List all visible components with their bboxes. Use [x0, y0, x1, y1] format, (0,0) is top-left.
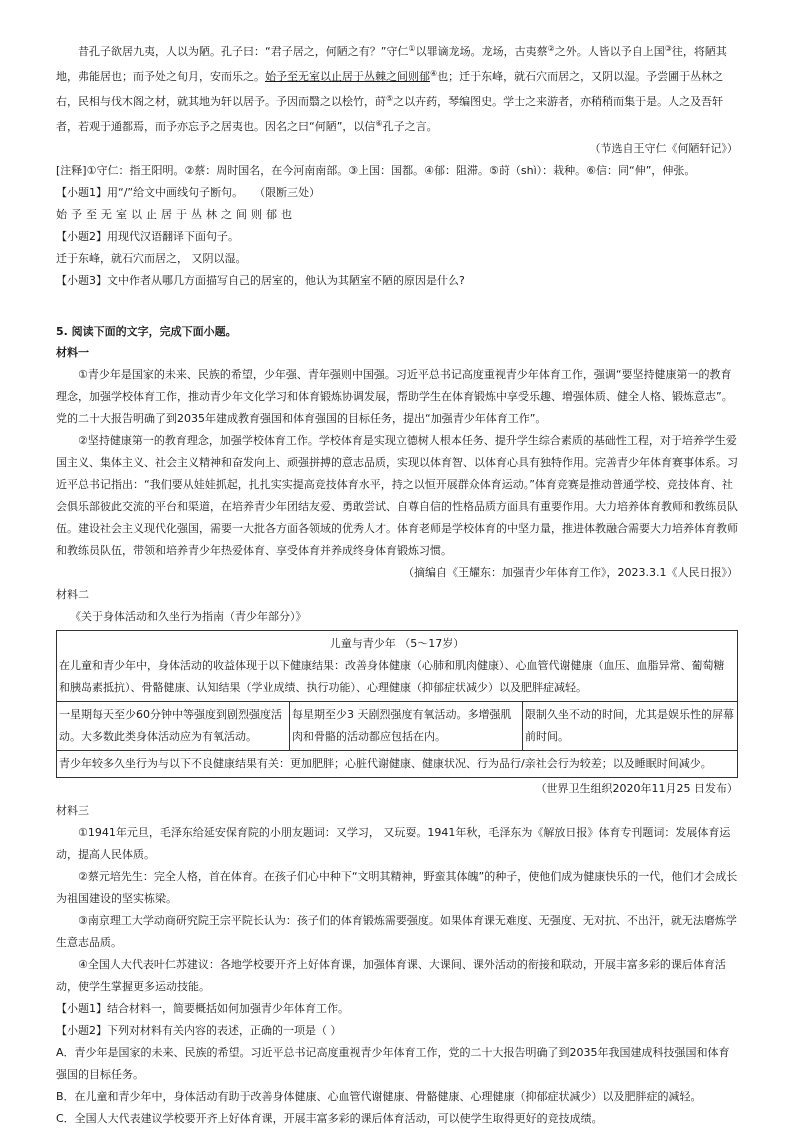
passage-text: 往，将陋其地，弗能居也；而予处之旬月，安而乐之。: [56, 45, 727, 83]
passage-text: 孔子之言。: [382, 120, 438, 133]
material-2-source: （世界卫生组织2020年11月25 日发布）: [535, 782, 738, 795]
material-1-title: 材料一: [56, 346, 89, 359]
q4-sentence-to-punctuate: 始予至无室以止居于丛林之间则郁也: [56, 208, 296, 221]
passage-text: 之外。人皆以予自上国: [554, 45, 665, 58]
option-b: B．在儿童和青少年中，身体活动有助于改善身体健康、心血管代谢健康、骨骼健康、心理健康（抑郁症状减少）以及肥胖症的减轻。: [56, 1090, 702, 1103]
note-marker: ①: [408, 44, 416, 53]
passage-source: （节选自王守仁《何陋轩记》）: [589, 142, 738, 155]
underlined-sentence: 始予至无室以止居于丛棘之间则郁: [265, 70, 430, 83]
note-marker: ④: [430, 69, 438, 78]
material-3-title: 材料三: [56, 804, 89, 817]
table-header: [57, 631, 738, 702]
table-header-label: 儿童与青少年 （5～17岁）: [329, 637, 465, 650]
activity-guideline-table: [56, 630, 738, 778]
q4-sentence-to-translate: 迁于东峰，就石穴而居之， 又阴以湿。: [56, 252, 247, 265]
material-3-paragraph-1: ①1941年元旦，毛泽东给延安保育院的小朋友题词：又学习， 又玩耍。1941年秋，毛泽东为《解放日报》体育专刊题词：发展体育运动，提高人民体质。: [56, 826, 731, 861]
material-1-paragraph-2: ②坚持健康第一的教育理念，加强学校体育工作。学校体育是实现立德树人根本任务、提升学生综合素质的基础性工程，对于培养学生爱国主义、集体主义、社会主义精神和奋发向上、顽强拼搏的意志品质，实现以体育智、以体育心具有独特作用。完善青少年体育赛事体系。习近平总书记指出：“我们要从娃娃抓起，扎扎实实提高竞技体育水平，持之以恒开展群众体育运动。”体育竞赛是推动普通学校、竞技体育、社会俱乐部彼此交流的平台和渠道，在培养青少年团结友爱、勇敢尝试、自尊自信的性格品质方面具有重要作用。大力培养体育教师和教练员队伍。建设社会主义现代化强国，需要一大批各方面各领域的优秀人才。体育老师是学校体育的中坚力量，推进体教融合需要大力培养体育教师和教练员队伍，带领和培养青少年热爱体育、享受体育并养成终身体育锻炼习惯。: [56, 434, 738, 557]
section-5-title: 5. 阅读下面的文字，完成下面小题。: [56, 325, 237, 338]
material-1-source: （摘编自《王耀东：加强青少年体育工作》，2023.3.1《人民日报》）: [403, 566, 738, 579]
q5-subquestion-2: 【小题2】下列对材料有关内容的表述，正确的一项是（ ）: [56, 1024, 342, 1037]
note-marker: ⑤: [386, 94, 394, 103]
material-2-title: 材料二: [56, 588, 89, 601]
table-intro: 在儿童和青少年中，身体活动的收益体现于以下健康结果：改善身体健康（心肺和肌肉健康）、心血管代谢健康（血压、血脂异常、葡萄糖和胰岛素抵抗）、骨骼健康、认知结果（学业成绩、执行功能）、心理健康（抑郁症状减少）以及肥胖症减轻。: [59, 659, 725, 694]
option-a: A．青少年是国家的未来、民族的希望。习近平总书记高度重视青少年体育工作，党的二十大报告明确了到2035年我国建成科技强国和体育强国的目标任务。: [56, 1046, 730, 1081]
classical-passage: [56, 38, 738, 138]
q4-subquestion-2: 【小题2】用现代汉语翻译下面句子。: [56, 230, 239, 243]
q4-subquestion-1: 【小题1】用“/”给文中画线句子断句。 （限断三处）: [56, 186, 321, 199]
material-1-paragraph-1: ①青少年是国家的未来、民族的希望，少年强、青年强则中国强。习近平总书记高度重视青少年体育工作，强调“要坚持健康第一的教育理念，加强学校体育工作，推动青少年文化学习和体育锻炼协调发展，帮助学生在体育锻炼中享受乐趣、增强体质、健全人格、锻炼意志”。党的二十大报告明确了到2035年建成教育强国和体育强国的目标任务，提出“加强青少年体育工作”。: [56, 368, 733, 425]
option-c: C．全国人大代表建议学校要开齐上好体育课，开展丰富多彩的课后体育活动，可以使学生取得更好的竞技成绩。: [56, 1112, 603, 1125]
q5-subquestion-1: 【小题1】结合材料一，简要概括如何加强青少年体育工作。: [56, 1002, 349, 1015]
note-marker: ②: [547, 44, 555, 53]
passage-text: 以罪谪龙场。龙场，古夷蔡: [415, 45, 548, 58]
table-footer: 青少年较多久坐行为与以下不良健康结果有关：更加肥胖；心脏代谢健康、健康状况、行为品行/亲社会行为较差；以及睡眠时间减少。: [57, 751, 738, 778]
guide-title: 《关于身体活动和久坐行为指南（青少年部分）》: [70, 610, 307, 623]
material-3-paragraph-3: ③南京理工大学动商研究院王宗平院长认为：孩子们的体育锻炼需要强度。如果体育课无难度、无强度、无对抗、不出汗，就无法磨炼学生意志品质。: [56, 914, 737, 949]
table-cell: 限制久坐不动的时间，尤其是娱乐性的屏幕前时间。: [523, 702, 738, 751]
annotation-notes: [注释]①守仁：指王阳明。②蔡：周时国名，在今河南南部。③上国：国都。④郁：阻滞。⑤莳（shì）：栽种。⑥信：同“伸”，伸张。: [56, 164, 696, 177]
material-3-paragraph-2: ②蔡元培先生：完全人格，首在体育。在孩子们心中种下“文明其精神，野蛮其体魄”的种子，使他们成为健康快乐的一代，他们才会成长为祖国建设的坚实栋梁。: [56, 870, 738, 905]
table-cell: 一星期每天至少60分钟中等强度到剧烈强度活动。大多数此类身体活动应为有氧活动。: [57, 702, 290, 751]
material-3-paragraph-4: ④全国人大代表叶仁苏建议：各地学校要开齐上好体育课，加强体育课、大课间、课外活动的衔接和联动，开展丰富多彩的课后体育活动，使学生掌握更多运动技能。: [56, 958, 726, 993]
passage-text: 之以卉药，琴编图史。学士之来游者，亦稍稍而集于是。人之及吾轩者，若观于通都焉，而予亦忘予之居夷也。因名之曰“何陋”，以信: [56, 95, 724, 133]
table-cell: 每星期至少3 天剧烈强度有氧活动。多增强肌肉和骨骼的活动都应包括在内。: [290, 702, 523, 751]
note-marker: ⑥: [375, 119, 383, 128]
q4-subquestion-3: 【小题3】文中作者从哪几方面描写自己的居室的，他认为其陋室不陋的原因是什么?: [56, 274, 465, 287]
passage-text: 也；迁于东峰，就石穴而居之，又阴以湿。予尝圃于丛林之右，民相与伐木阁之材，就其地为轩以居予。予因而翳之以桧竹，莳: [56, 70, 724, 108]
passage-text: 昔孔子欲居九夷，人以为陋。孔子曰：“君子居之，何陋之有？”守仁: [78, 45, 409, 58]
note-marker: ③: [664, 44, 672, 53]
